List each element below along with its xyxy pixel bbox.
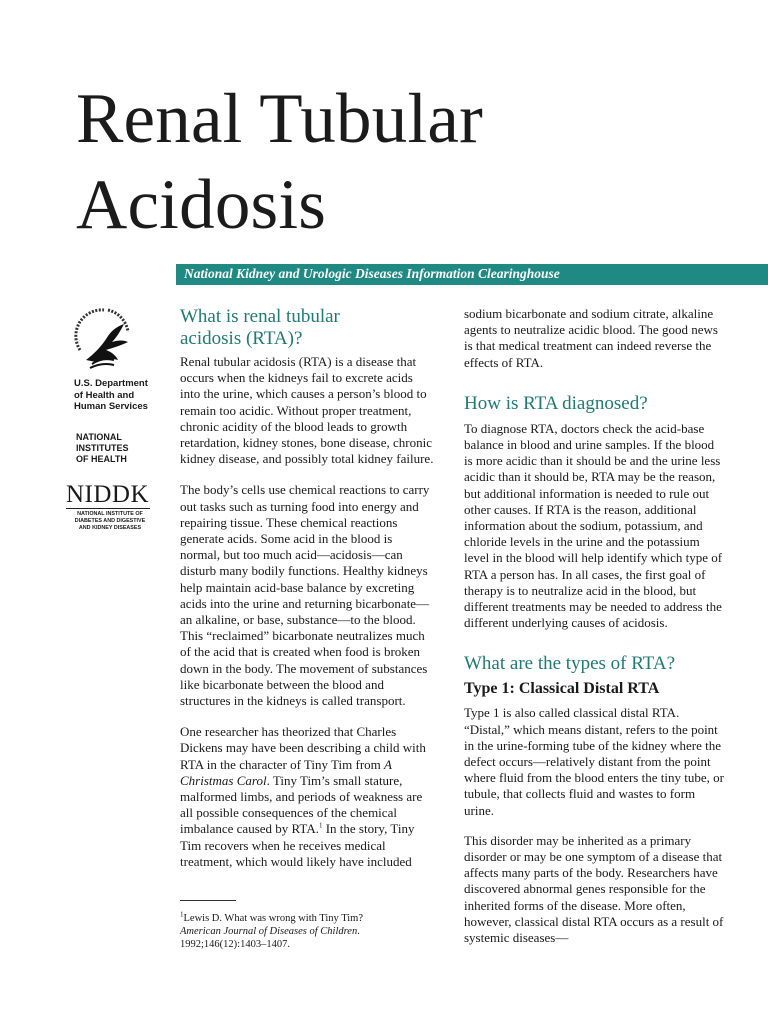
nih-label [76,432,176,465]
footnote [180,912,430,951]
tiny-tim-text-a: One researcher has theorized that Charles Dickens may have been describing a child with RTA in the character of Tiny Tim from [180,724,426,772]
column-left [180,300,434,870]
nih-line: NATIONAL [76,432,122,442]
banner-text: National Kidney and Urologic Diseases Information Clearinghouse [184,266,560,281]
footnote-line-3: 1992;146(12):1403–1407. [180,939,290,950]
heading-diagnosis: How is RTA diagnosed? [464,392,648,414]
heading-what-is-rta: What is renal tubular acidosis (RTA)? [180,306,340,349]
footnote-line-2 [180,925,430,938]
paragraph-definition: Renal tubular acidosis (RTA) is a disease that occurs when the kidneys fail to excrete acids into the urine, which causes a person’s blood to remain too acidic. Without proper treatment, chronic acidity of the blood leads to growth retardation, kidney stones, bone disease, chronic kidney disease, and possibly total kidney failure. [180,354,434,467]
footnote-journal-end: . [357,926,360,937]
paragraph-diagnosis: To diagnose RTA, doctors check the acid-base balance in blood and urine samples. If the blood is more acidic than it should be and the urine less acidic than it should be, RTA may be the reason, but additional information is needed to rule out other causes. If RTA is the reason, additional information about the sodium, potassium, and chloride levels in the urine and the potassium level in the blood will help identify which type of RTA a person has. In all cases, the first goal of therapy is to neutralize acid in the blood, but different treatments may be needed to address the different underlying causes of acidosis. [464,420,723,631]
heading-type-1: Type 1: Classical Distal RTA [464,680,660,698]
niddk-sub-line: NATIONAL INSTITUTE OF [77,511,143,517]
niddk-sub-line: DIABETES AND DIGESTIVE [74,518,146,524]
hhs-line: Human Services [74,401,148,412]
paragraph-type-1: Type 1 is also called classical distal RTA. “Distal,” which means distant, refers to the point in the urine-forming tube of the kidney where the defect occurs—relatively distant from the point where fluid from the blood enters the tiny tube, or tubule, that collects fluid and wastes to form urine. [464,705,724,818]
nih-line: INSTITUTES [76,443,129,453]
footnote-citation: Lewis D. What was wrong with Tiny Tim? [183,913,363,924]
footnote-mark: 1 [180,910,184,919]
title-line-2: Acidosis [76,166,327,244]
footnote-rule [180,900,236,901]
christmas-carol-title: A Christmas Carol [180,756,392,788]
niddk-logo-rule [66,508,150,509]
hhs-label [74,378,174,413]
niddk-full-name [66,511,154,532]
hhs-line: U.S. Department [74,378,148,389]
tiny-tim-text-b: . Tiny Tim’s small stature, malformed limbs, and periods of weakness are all possible consequences of the chemical imbalance caused by RTA. [180,772,423,837]
title-line-1: Renal Tubular [76,80,483,158]
footnote-ref: 1 [318,822,323,831]
paragraph-continuation: sodium bicarbonate and sodium citrate, alkaline agents to neutralize acidic blood. The good news is that medical treatment can indeed reverse the effects of RTA. [464,306,718,370]
footnote-line-1 [180,912,430,925]
hhs-eagle-seal-icon [72,302,136,372]
nih-line: OF HEALTH [76,454,127,464]
niddk-logo: NIDDK [66,481,150,508]
document-title [76,76,716,248]
heading-types: What are the types of RTA? [464,653,676,675]
hhs-line: of Health and [74,389,135,401]
tiny-tim-text-c: In the story, Tiny Tim recovers when he receives medical treatment, which would likely have included [180,821,415,869]
paragraph-body-chemistry: The body’s cells use chemical reactions to carry out tasks such as turning food into energy and repairing tissue. These chemical reactions generate acids. Some acid in the blood is normal, but too much acid—acidosis—can disturb many bodily functions. Healthy kidneys help maintain acid-base balance by excreting acids into the urine and returning bicarbonate—an alkaline, or base, substance—to the blood. This “reclaimed” bicarbonate neutralizes much of the acid that is created when food is broken down in the body. The movement of substances like bicarbonate between the blood and structures in the kidneys is called transport. [180,482,430,709]
niddk-sub-line: AND KIDNEY DISEASES [78,525,142,531]
paragraph-inheritance: This disorder may be inherited as a primary disorder or may be one symptom of a disease that affects many parts of the body. Researchers have discovered abnormal genes responsible for the inherited forms of the disease. More often, however, classical distal RTA occurs as a result of systemic diseases— [464,832,724,946]
paragraph-tiny-tim [180,724,434,870]
column-right [464,306,726,946]
clearinghouse-banner [176,264,768,285]
footnote-journal: American Journal of Diseases of Children [180,926,358,937]
